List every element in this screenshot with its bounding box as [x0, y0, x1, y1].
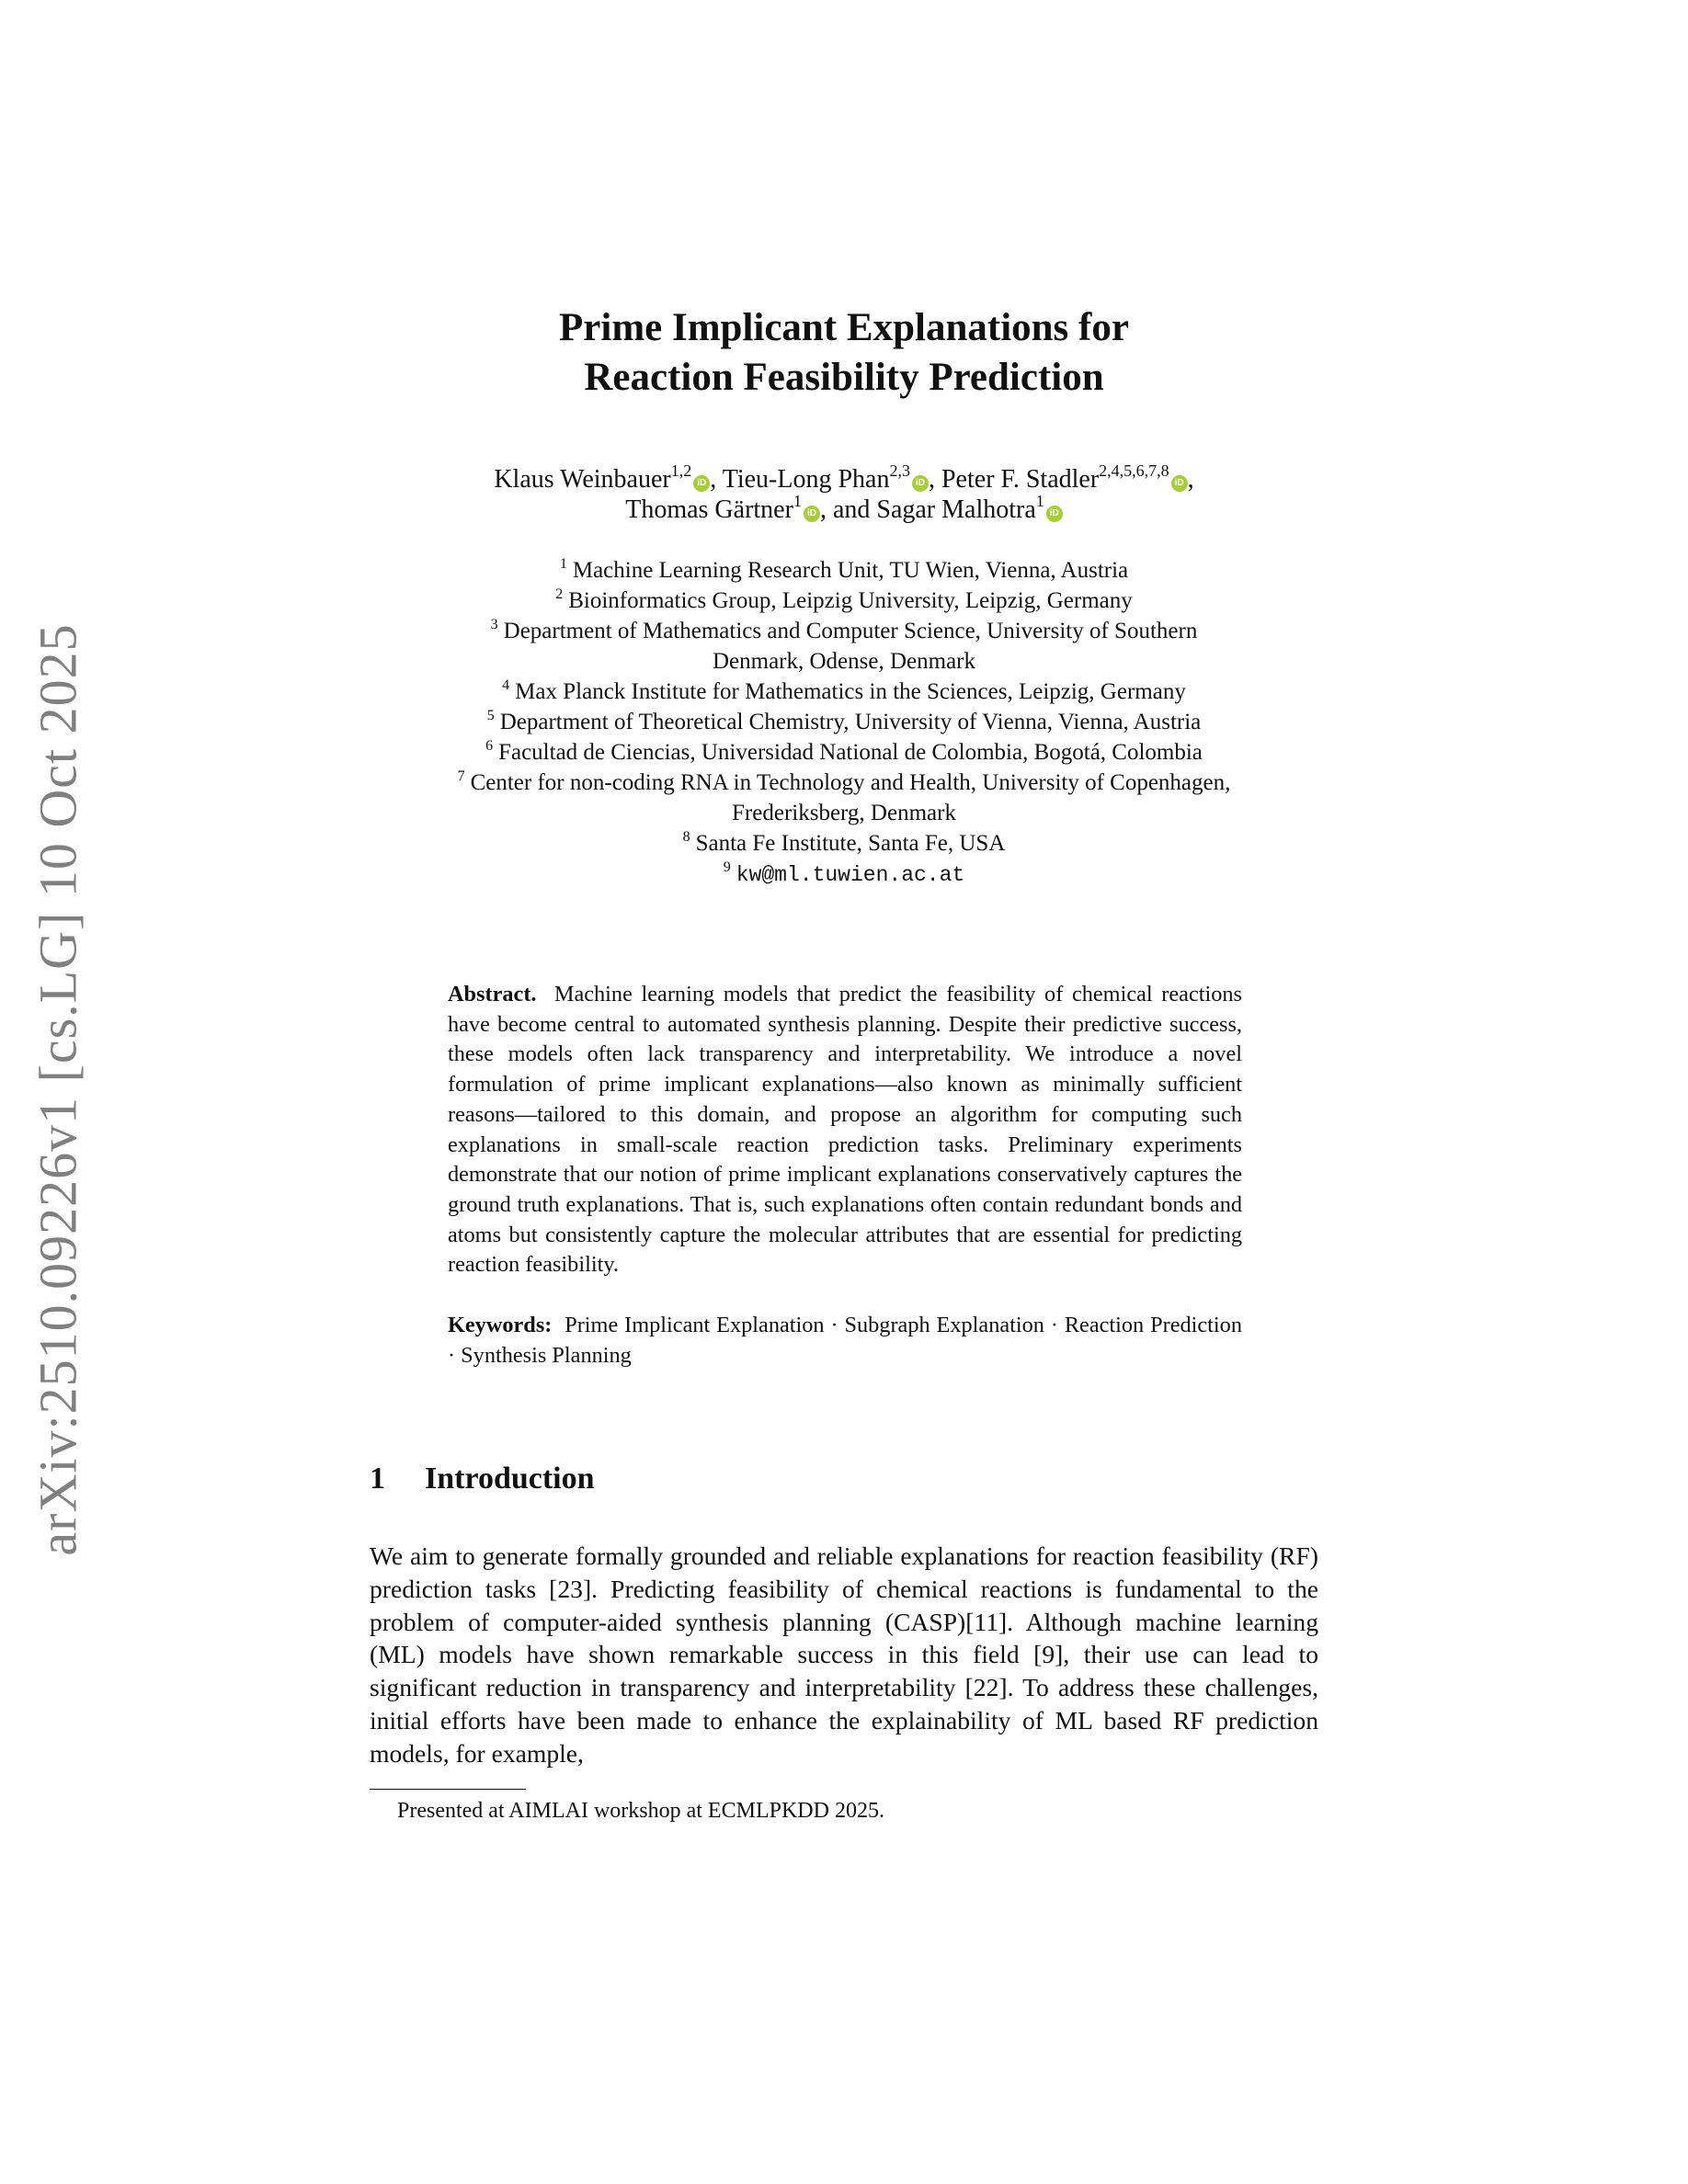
affiliation-5: [0, 707, 1688, 737]
abstract-text: Machine learning models that predict the feasibility of chemical reactions have become central to automated synthesis planning. Despite their predictive success, these models often lack transparency and interpretability. We introduce a novel formulation of prime implicant explanations—also known as minimally sufficient reasons—tailored to this domain, and propose an algorithm for computing such explanations in small-scale reaction prediction tasks. Preliminary experiments demonstrate that our notion of prime implicant explanations conservatively captures the ground truth explanations. That is, such explanations often contain redundant bonds and atoms but consistently capture the molecular attributes that are essential for predicting reaction feasibility.: [448, 982, 1242, 1278]
affiliation-2: [0, 586, 1688, 616]
author-name: Tieu-Long Phan: [722, 465, 890, 494]
affiliation-7: [0, 768, 1688, 798]
arxiv-identifier[interactable]: arXiv:2510.09226v1 [cs.LG] 10 Oct 2025: [28, 622, 88, 1556]
author-list: [0, 461, 1688, 525]
orcid-icon[interactable]: iD: [912, 475, 929, 492]
affiliation-4: [0, 677, 1688, 707]
affiliation-number: 4: [502, 677, 510, 693]
author-name: Peter F. Stadler: [941, 465, 1100, 494]
introduction-body: [370, 1540, 1318, 1770]
author-separator: ,: [928, 465, 941, 494]
affiliation-3: [0, 616, 1688, 646]
orcid-icon[interactable]: iD: [804, 506, 820, 522]
affiliation-text: Santa Fe Institute, Santa Fe, USA: [695, 831, 1006, 856]
affiliation-number: 2: [555, 586, 564, 602]
affiliation-3-cont: Denmark, Odense, Denmark: [712, 649, 975, 674]
affiliation-text: Facultad de Ciencias, Universidad National de Colombia, Bogotá, Colombia: [498, 740, 1203, 765]
affiliation-1: [0, 555, 1688, 586]
contact-email-link[interactable]: kw@ml.tuwien.ac.at: [736, 863, 965, 887]
affiliation-number: 9: [723, 859, 731, 875]
author-name: Thomas Gärtner: [625, 495, 793, 524]
affiliation-number: 7: [457, 768, 465, 784]
affiliation-text: Center for non-coding RNA in Technology and Health, University of Copenhagen,: [470, 770, 1231, 795]
keywords-label: Keywords:: [448, 1313, 553, 1338]
title-line-2: Reaction Feasibility Prediction: [584, 356, 1104, 399]
affiliation-number: 8: [682, 829, 690, 845]
author-name: Sagar Malhotra: [876, 495, 1036, 524]
orcid-icon[interactable]: iD: [1171, 475, 1188, 492]
affiliation-number: 3: [490, 617, 498, 632]
author-affil-marker: 1: [793, 492, 802, 510]
orcid-icon[interactable]: iD: [693, 475, 710, 492]
affiliation-6: [0, 737, 1688, 768]
abstract-block: [448, 980, 1242, 1371]
keywords-text: Prime Implicant Explanation · Subgraph Explanation · Reaction Prediction · Synthesis Planning: [448, 1313, 1242, 1368]
affiliation-8: [0, 828, 1688, 859]
paper-title: [0, 303, 1688, 403]
keywords-paragraph: [448, 1311, 1242, 1371]
affiliation-text: Machine Learning Research Unit, TU Wien, Vienna, Austria: [572, 558, 1129, 583]
author-name: Klaus Weinbauer: [494, 465, 671, 494]
section-title: Introduction: [425, 1462, 595, 1496]
section-heading-introduction: [370, 1462, 595, 1496]
author-affil-marker: 1: [1035, 492, 1044, 510]
affiliation-text: Max Planck Institute for Mathematics in the Sciences, Leipzig, Germany: [515, 679, 1186, 704]
affiliation-number: 1: [559, 556, 567, 572]
section-number: 1: [370, 1462, 385, 1496]
affiliation-text: Department of Mathematics and Computer Science, University of Southern: [503, 619, 1198, 643]
author-affil-marker: 2,3: [889, 461, 910, 480]
author-separator: , and: [819, 495, 877, 524]
affiliation-7-cont: Frederiksberg, Denmark: [732, 801, 956, 825]
abstract-paragraph: [448, 980, 1242, 1280]
author-separator: ,: [1187, 465, 1194, 494]
author-line-2: [0, 492, 1688, 525]
affiliation-9-email: [0, 859, 1688, 891]
footnote: Presented at AIMLAI workshop at ECMLPKDD 2025.: [397, 1799, 884, 1823]
affiliation-list: [0, 555, 1688, 891]
orcid-icon[interactable]: iD: [1046, 506, 1063, 522]
footnote-rule: [370, 1789, 526, 1790]
affiliation-text: Department of Theoretical Chemistry, University of Vienna, Vienna, Austria: [499, 710, 1202, 734]
affiliation-text: Bioinformatics Group, Leipzig University, Leipzig, Germany: [568, 588, 1133, 613]
affiliation-number: 5: [486, 708, 495, 723]
author-affil-marker: 2,4,5,6,7,8: [1099, 461, 1169, 480]
author-affil-marker: 1,2: [670, 461, 692, 480]
affiliation-number: 6: [485, 738, 494, 754]
title-line-1: Prime Implicant Explanations for: [559, 306, 1129, 349]
abstract-label: Abstract.: [448, 982, 537, 1007]
introduction-paragraph: We aim to generate formally grounded and reliable explanations for reaction feasibility (RF) prediction tasks [23]. Predicting feasibility of chemical reactions is fundamental to the problem of computer-aided synthesis planning (CASP)[11]. Although machine learning (ML) models have shown remarkable success in this field [9], their use can lead to significant reduction in transparency and interpretability [22]. To address these challenges, initial efforts have been made to enhance the explainability of ML based RF prediction models, for example,: [370, 1541, 1318, 1768]
author-separator: ,: [710, 465, 723, 494]
author-line-1: [0, 461, 1688, 495]
